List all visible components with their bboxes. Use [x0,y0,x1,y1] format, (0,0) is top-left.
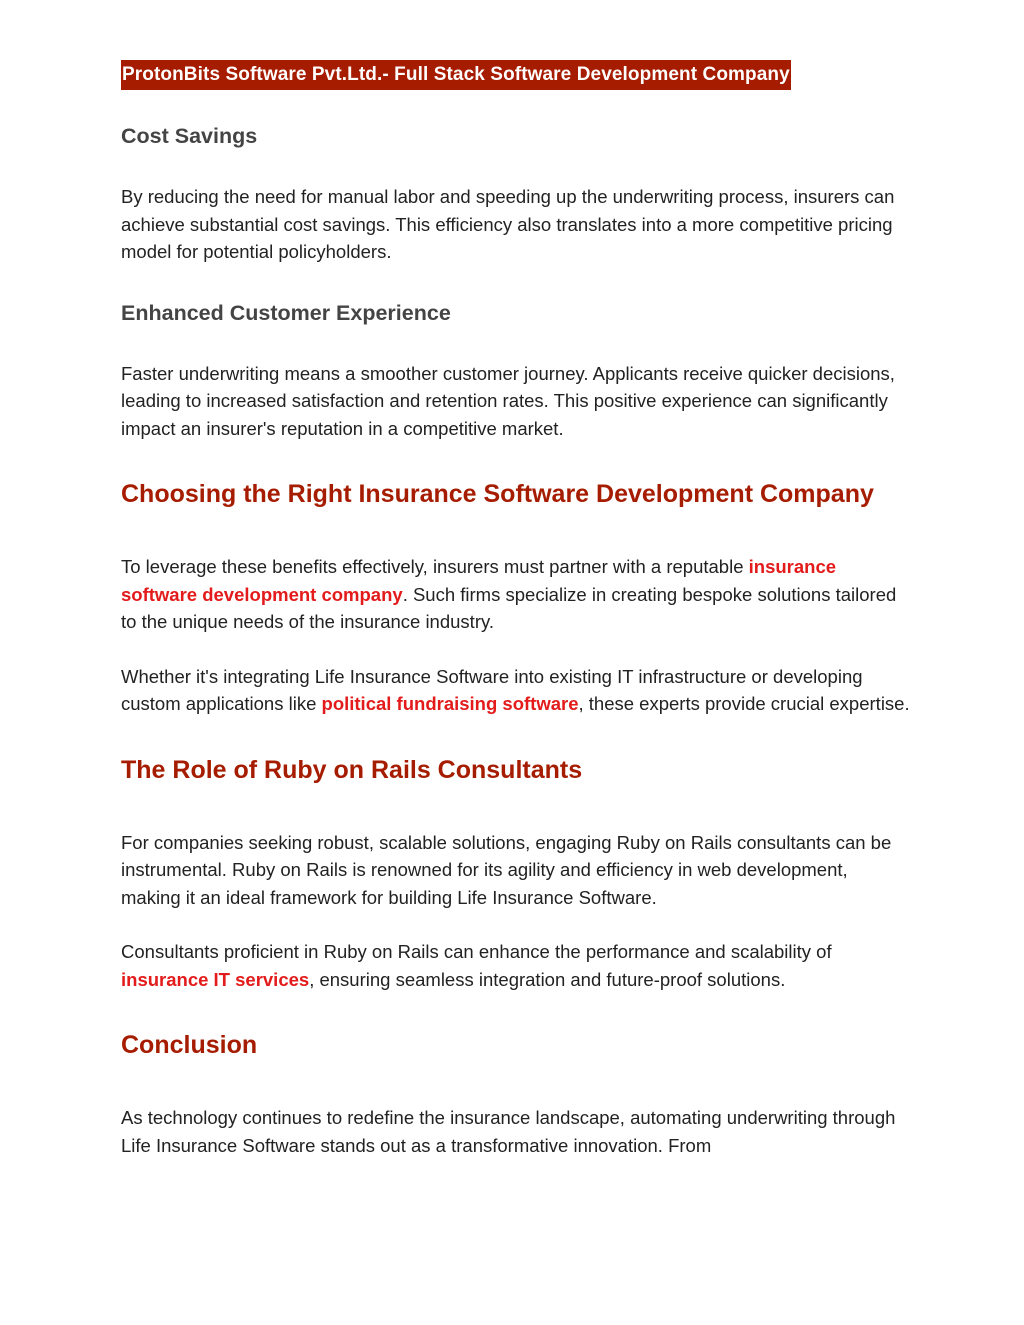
document-page [121,60,911,1159]
ruby-on-rails-heading: The Role of Ruby on Rails Consultants [121,755,583,784]
conclusion-paragraph: As technology continues to redefine the insurance landscape, automating underwriting through Life Insurance Software stands out as a transformative innovation. From [121,1107,896,1156]
ruby-p2-text-after: , ensuring seamless integration and future-proof solutions. [309,968,786,990]
ruby-p2-text-before: Consultants proficient in Ruby on Rails can enhance the performance and scalability of [121,941,832,962]
choosing-paragraph-1 [121,553,911,636]
choosing-paragraph-2 [121,663,911,718]
cost-savings-heading: Cost Savings [121,124,258,148]
customer-experience-paragraph: Faster underwriting means a smoother customer journey. Applicants receive quicker decisions, leading to increased satisfaction and retention rates. This positive experience can significantly impact an insurer's reputation in a competitive market. [121,362,895,439]
political-fundraising-software-link[interactable]: political fundraising software [321,693,579,714]
ruby-paragraph-1: For companies seeking robust, scalable solutions, engaging Ruby on Rails consultants can be instrumental. Ruby on Rails is renowned for its agility and efficiency in web development, making it an ideal framework for building Life Insurance Software. [121,831,892,908]
choosing-p1-text-before: To leverage these benefits effectively, insurers must partner with a reputable [121,556,749,577]
choosing-p1-text-after: . Such firms specialize in creating bespoke solutions tailored to the unique needs of the insurance industry. [121,583,897,632]
ruby-paragraph-2 [121,938,911,993]
choosing-company-heading: Choosing the Right Insurance Software Development Company [121,480,874,508]
conclusion-heading: Conclusion [121,1031,258,1059]
cost-savings-paragraph: By reducing the need for manual labor and speeding up the underwriting process, insurers can achieve substantial cost savings. This efficiency also translates into a more competitive pricing model for potential policyholders. [121,186,895,262]
company-banner: ProtonBits Software Pvt.Ltd.- Full Stack Software Development Company [121,60,791,90]
choosing-p2-text-after: , these experts provide crucial expertise. [578,693,910,714]
insurance-it-services-link[interactable]: insurance IT services [121,968,310,990]
customer-experience-heading: Enhanced Customer Experience [121,300,451,325]
insurance-software-development-company-link[interactable]: insurance software development company [121,556,837,605]
choosing-p2-text-before: Whether it's integrating Life Insurance Software into existing IT infrastructure or developing custom applications like [121,665,863,714]
